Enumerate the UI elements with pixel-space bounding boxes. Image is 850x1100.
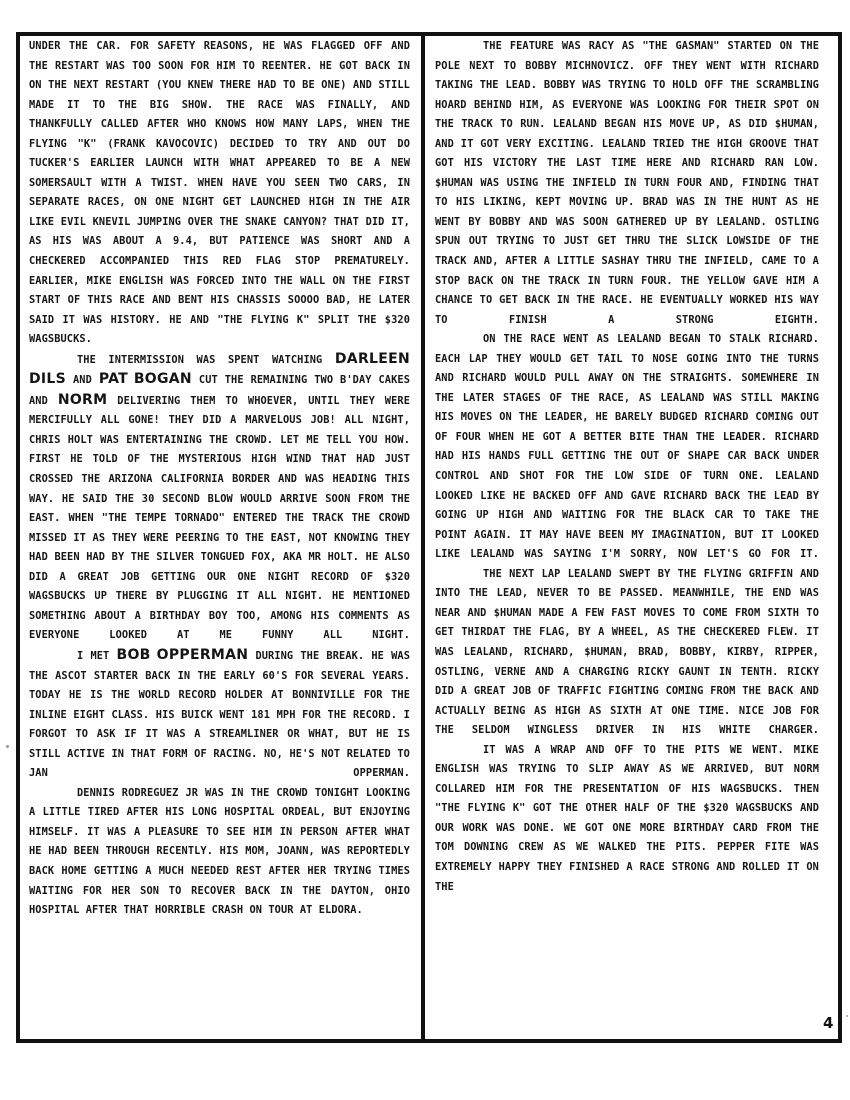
paragraph-text: I MET [77,649,117,662]
highlighted-name: DARLEEN DILS [29,350,410,388]
paragraph-text: THE FEATURE WAS RACY AS "THE GASMAN" STARTED ON THE POLE NEXT TO BOBBY MICHNOVICZ. OFF THEY WENT WITH RICHARD TAKING THE LEAD. BOBBY WAS TRYING TO HOLD OFF THE SCRAMBLING HOARD BEHIND HIM, AS EVERYONE WAS LOOKING FOR THEIR SPOT ON THE TRACK TO RUN. LEALAND BEGAN HIS MOVE UP, AS DID $HUMAN, AND IT GOT VERY EXCITING. LEALAND TRIED THE HIGH GROOVE THAT GOT HIS VICTORY THE LAST TIME HERE AND RICHARD RAN LOW. $HUMAN WAS USING THE INFIELD IN TURN FOUR AND, FINDING THAT TO HIS LIKING, KEPT MOVING UP. BRAD WAS IN THE HUNT AS HE WENT BY BOBBY AND WAS SOON GATHERED UP BY LEALAND. OSTLING SPUN OUT TRYING TO JUST GET THRU THE SLICK LOWSIDE OF THE TRACK AND, AFTER A LITTLE SASHAY THRU THE INFIELD, CAME TO A STOP BACK ON THE TRACK IN TURN FOUR. THE YELLOW GAVE HIM A CHANCE TO GET BACK IN THE RACE. HE EVENTUALLY WORKED HIS WAY TO FINISH A STRONG EIGHTH. [435,40,819,326]
paragraph-text: AND [66,374,99,387]
paragraph [435,330,819,565]
paragraph [29,784,410,921]
paragraph [29,37,410,350]
paragraph-text: UNDER THE CAR. FOR SAFETY REASONS, HE WAS FLAGGED OFF AND THE RESTART WAS TOO SOON FOR HIM TO REENTER. HE GOT BACK IN ON THE NEXT RESTART (YOU KNEW THERE HAD TO BE ONE) AND STILL MADE IT TO THE BIG SHOW. THE RACE WAS FINALLY, AND THANKFULLY CALLED AFTER WHO KNOWS HOW MANY LAPS, WHEN THE FLYING "K" (FRANK KAVOCOVIC) DECIDED TO TRY AND OUT DO TUCKER'S EARLIER LAUNCH WITH WHAT APPEARED TO BE A NEW SOMERSAULT WITH A TWIST. WHEN HAVE YOU SEEN TWO CARS, IN SEPARATE RACES, ON ONE NIGHT GET LAUNCHED HIGH IN THE AIR LIKE EVIL KNEVIL JUMPING OVER THE SNAKE CANYON? THAT DID IT, AS HIS WAS ABOUT A 9.4, BUT PATIENCE WAS SHORT AND A CHECKERED ACCOMPANIED THIS RED FLAG STOP PREMATURELY. EARLIER, MIKE ENGLISH WAS FORCED INTO THE WALL ON THE FIRST START OF THIS RACE AND BENT HIS CHASSIS SOOOO BAD, HE LATER SAID IT WAS HISTORY. HE AND "THE FLYING K" SPLIT THE $320 WAGSBUCKS. [29,40,410,346]
paragraph [29,646,410,784]
highlighted-name: BOB OPPERMAN [116,646,249,663]
paragraph-text: THE NEXT LAP LEALAND SWEPT BY THE FLYING GRIFFIN AND INTO THE LEAD, NEVER TO BE PASSED. MEANWHILE, THE END WAS NEAR AND $HUMAN MADE A FEW FAST MOVES TO COME FROM SIXTH TO GET THIRDAT THE FLAG, BY A WHEEL, AS THE CHECKERED FLEW. IT WAS LEALAND, RICHARD, $HUMAN, BRAD, BOBBY, KIRBY, RIPPER, OSTLING, VERNE AND A CHARGING RICKY GAUNT IN TENTH. RICKY DID A GREAT JOB OF TRAFFIC FIGHTING COMING FROM THE BACK AND ACTUALLY BEING AS HIGH AS SIXTH AT ONE TIME. NICE JOB FOR THE SELDOM WINGLESS DRIVER IN HIS WHITE CHARGER. [435,567,819,737]
left-column [29,37,410,921]
paragraph-text: DELIVERING THEM TO WHOEVER, UNTIL THEY WERE MERCIFULLY ALL GONE! THEY DID A MARVELOUS JOB! ALL NIGHT, CHRIS HOLT WAS ENTERTAINING THE CROWD. LET ME TELL YOU HOW. FIRST HE TOLD OF THE MYSTERIOUS HIGH WIND THAT HAD JUST CROSSED THE ARIZONA CALIFORNIA BORDER AND WAS HEADING THIS WAY. HE SAID THE 30 SECOND BLOW WOULD ARRIVE SOON FROM THE EAST. WHEN "THE TEMPE TORNADO" ENTERED THE TRACK THE CROWD MISSED IT AS THEY WERE PEERING TO THE EAST, NOT KNOWING THEY HAD BEEN HAD BY THE SILVER TONGUED FOX, AKA MR HOLT. HE ALSO DID A GREAT JOB GETTING OUR ONE NIGHT RECORD OF $320 WAGSBUCKS UP THERE BY PLUGGING IT ALL NIGHT. HE MENTIONED SOMETHING ABOUT A BIRTHDAY BOY TOO, AMONG HIS COMMENTS AS EVERYONE LOOKED AT ME FUNNY ALL NIGHT. [29,394,410,642]
scan-speck [846,1015,848,1017]
paragraph [435,37,819,330]
paragraph-text: ON THE RACE WENT AS LEALAND BEGAN TO STALK RICHARD. EACH LAP THEY WOULD GET TAIL TO NOSE GOING INTO THE TURNS AND RICHARD WOULD PULL AWAY ON THE STRAIGHTS. SOMEWHERE IN THE LATER STAGES OF THE RACE, AS LEALAND WAS STILL MAKING HIS MOVES ON THE LEADER, HE BARELY BUDGED RICHARD COMING OUT OF FOUR WHEN HE GOT A BETTER BITE THAN THE LEADER. RICHARD HAD HIS HANDS FULL GETTING THE OUT OF SHAPE CAR BACK UNDER CONTROL AND SHOT FOR THE LOW SIDE OF TURN ONE. LEALAND LOOKED LIKE HE BACKED OFF AND GAVE RICHARD BACK THE LEAD BY GOING UP HIGH AND WAITING FOR THE BLACK CAR TO TAKE THE POINT AGAIN. IT MAY HAVE BEEN MY IMAGINATION, BUT IT LOOKED LIKE LEALAND WAS SAYING I'M SORRY, NOW LET'S GO FOR IT. [435,333,819,561]
right-column [435,37,819,897]
column-divider [421,32,425,1043]
paragraph-text: IT WAS A WRAP AND OFF TO THE PITS WE WENT. MIKE ENGLISH WAS TRYING TO SLIP AWAY AS WE ARRIVED, BUT NORM COLLARED HIM FOR THE PRESENTATION OF HIS WAGSBUCKS. THEN "THE FLYING K" GOT THE OTHER HALF OF THE $320 WAGSBUCKS AND OUR WORK WAS DONE. WE GOT ONE MORE BIRTHDAY CARD FROM THE TOM DOWNING CREW AS WE WALKED THE PITS. PEPPER FITE WAS EXTREMELY HAPPY THEY FINISHED A RACE STRONG AND ROLLED IT ON THE [435,743,819,893]
paragraph-text: THE INTERMISSION WAS SPENT WATCHING [77,353,335,366]
page-number: 4 [823,1014,834,1032]
highlighted-name: NORM [57,391,108,408]
paragraph-text: DENNIS RODREGUEZ JR WAS IN THE CROWD TONIGHT LOOKING A LITTLE TIRED AFTER HIS LONG HOSPITAL ORDEAL, BUT ENJOYING HIMSELF. IT WAS A PLEASURE TO SEE HIM IN PERSON AFTER WHAT HE HAD BEEN THROUGH RECENTLY. HIS MOM, JOANN, WAS REPORTEDLY BACK HOME GETTING A MUCH NEEDED REST AFTER HER TRYING TIMES WAITING FOR HER SON TO RECOVER BACK IN THE DAYTON, OHIO HOSPITAL AFTER THAT HORRIBLE CRASH ON TOUR AT ELDORA. [29,786,410,917]
paragraph [435,741,819,897]
paragraph-text: DURING THE BREAK. HE WAS THE ASCOT STARTER BACK IN THE EARLY 60'S FOR SEVERAL YEARS. TODAY HE IS THE WORLD RECORD HOLDER AT BONNIVILLE FOR THE INLINE EIGHT CLASS. HIS BUICK WENT 181 MPH FOR THE RECORD. I FORGOT TO ASK IF IT WAS A STREAMLINER OR WHAT, BUT HE IS STILL ACTIVE IN THAT FORM OF RACING. NO, HE'S NOT RELATED TO JAN OPPERMAN. [29,649,410,780]
paragraph [29,350,410,646]
highlighted-name: PAT BOGAN [98,371,192,388]
scan-speck [6,745,9,748]
paragraph-text: CUT THE REMAINING TWO B'DAY CAKES AND [29,374,410,407]
paragraph [435,565,819,741]
